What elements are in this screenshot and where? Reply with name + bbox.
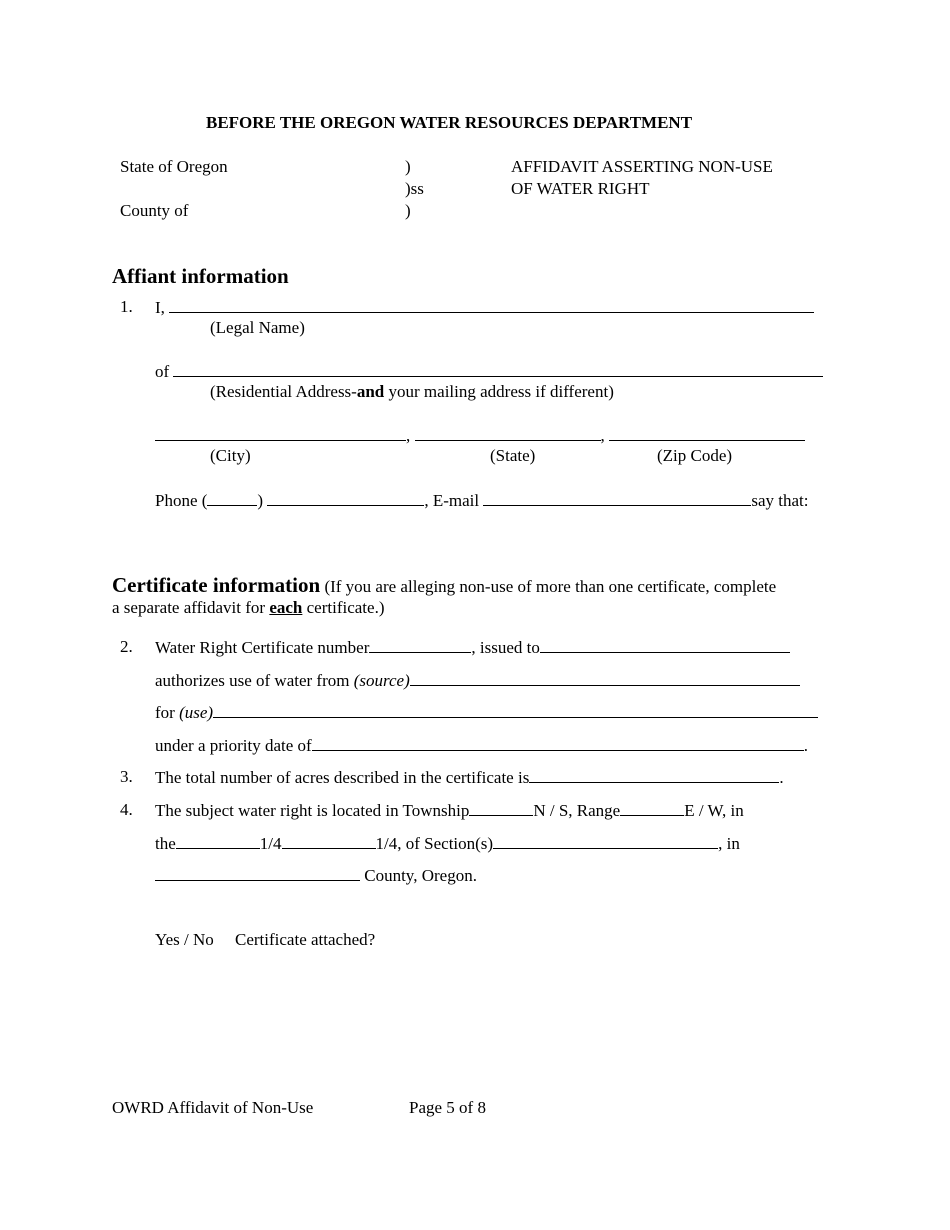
cert-number-row: Water Right Certificate number , issued to: [155, 637, 790, 658]
state-caption: (State): [490, 446, 536, 465]
certificate-heading-row: Certificate information (If you are alleging non-use of more than one certificate, complete: [112, 573, 777, 597]
county-row: County, Oregon.: [155, 865, 477, 886]
of-label: of: [155, 362, 170, 381]
issued-to-field[interactable]: [540, 637, 790, 653]
use-row: for (use): [155, 702, 818, 723]
caption-paren: ): [405, 201, 411, 220]
phone-area-code-field[interactable]: [207, 490, 257, 506]
item-number: 1.: [120, 297, 133, 316]
township-field[interactable]: [469, 800, 533, 816]
affiant-heading: Affiant information: [112, 264, 289, 288]
affidavit-title-line1: AFFIDAVIT ASSERTING NON-USE: [511, 157, 773, 176]
yes-no-option[interactable]: Yes / No: [155, 930, 214, 949]
legal-name-row: [155, 297, 814, 318]
zip-caption: (Zip Code): [657, 446, 733, 465]
city-state-zip-row: , ,: [155, 425, 805, 446]
address-row: [155, 361, 823, 382]
address-field[interactable]: [173, 361, 823, 377]
legal-name-caption: (Legal Name): [210, 318, 305, 337]
county-label: County of: [120, 201, 189, 220]
township-row: The subject water right is located in Township N / S, Range E / W, in: [155, 801, 744, 820]
item-number: 2.: [120, 637, 133, 656]
email-field[interactable]: [483, 490, 751, 506]
certificate-attached-label: Certificate attached?: [235, 930, 376, 949]
caption-ss: )ss: [405, 179, 424, 198]
item-number: 4.: [120, 800, 133, 819]
state-label: State of Oregon: [120, 157, 228, 176]
acres-row: The total number of acres described in the certificate is .: [155, 768, 784, 787]
section-row: the 1/4 1/4, of Section(s) , in: [155, 834, 740, 853]
quarter-field-1[interactable]: [176, 833, 260, 849]
i-label: I,: [155, 298, 165, 317]
county-field[interactable]: [155, 865, 360, 881]
certificate-heading: Certificate information: [112, 573, 321, 597]
phone-field[interactable]: [267, 490, 424, 506]
city-field[interactable]: [155, 425, 406, 441]
document-title: BEFORE THE OREGON WATER RESOURCES DEPARTMENT: [206, 113, 693, 132]
section-field[interactable]: [493, 833, 718, 849]
acres-field[interactable]: [529, 767, 779, 783]
zip-field[interactable]: [609, 425, 805, 441]
city-caption: (City): [210, 446, 251, 465]
use-field[interactable]: [213, 702, 818, 718]
source-row: authorizes use of water from (source): [155, 670, 800, 691]
caption-paren: ): [405, 157, 411, 176]
priority-row: under a priority date of .: [155, 736, 808, 755]
priority-date-field[interactable]: [312, 735, 804, 751]
phone-email-row: Phone ( ) , E-mail say that:: [155, 491, 809, 510]
legal-name-field[interactable]: [169, 297, 814, 313]
footer-document-name: OWRD Affidavit of Non-Use: [112, 1098, 314, 1117]
footer-page-number: Page 5 of 8: [409, 1098, 486, 1117]
state-field[interactable]: [415, 425, 601, 441]
item-number: 3.: [120, 767, 133, 786]
address-caption: (Residential Address-and your mailing address if different): [210, 382, 614, 401]
quarter-field-2[interactable]: [282, 833, 376, 849]
certificate-note-line2: a separate affidavit for each certificate.): [112, 598, 385, 617]
affidavit-title-line2: OF WATER RIGHT: [511, 179, 650, 198]
source-field[interactable]: [410, 670, 800, 686]
cert-number-field[interactable]: [369, 637, 471, 653]
range-field[interactable]: [620, 800, 684, 816]
